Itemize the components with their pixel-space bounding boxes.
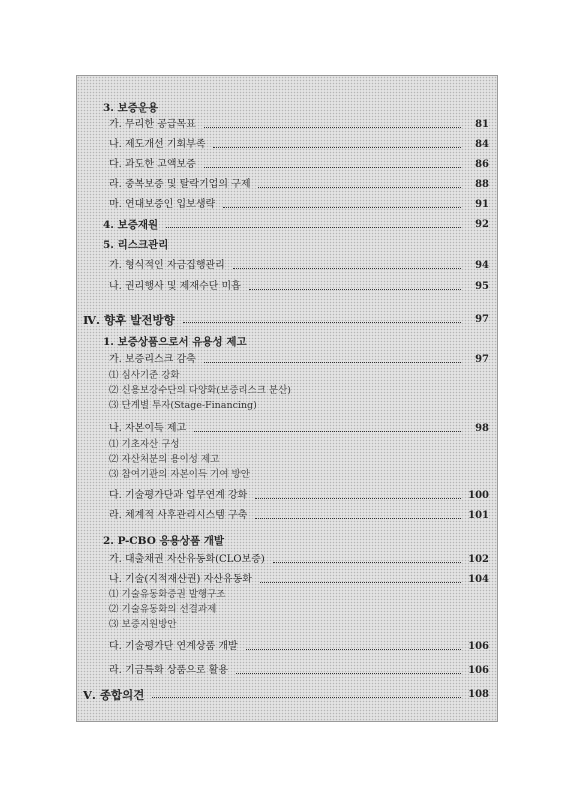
- toc-page-number: 88: [475, 179, 489, 190]
- toc-subentry-label: ⑵ 자산처분의 용이성 제고: [109, 454, 220, 465]
- toc-subentry: [77, 399, 497, 413]
- toc-subentry: [77, 468, 497, 482]
- table-of-contents: [77, 76, 497, 721]
- toc-entry-label: 나. 기술(지적재산권) 자산유동화: [109, 574, 252, 585]
- toc-entry-label: 가. 대출채권 자산유동화(CLO보증): [109, 554, 265, 565]
- toc-subentry: [77, 603, 497, 617]
- dot-leader: [204, 167, 461, 168]
- toc-subentry-label: ⑴ 심사기준 강화: [109, 370, 180, 381]
- toc-page-number: 84: [475, 139, 489, 150]
- toc-section-title: 1. 보증상품으로서 유용성 제고: [103, 336, 247, 348]
- toc-entry-label: 라. 기금특화 상품으로 활용: [109, 665, 228, 676]
- toc-entry[interactable]: [77, 137, 497, 153]
- toc-entry[interactable]: [77, 639, 497, 655]
- toc-entry[interactable]: [77, 258, 497, 274]
- toc-section-title: 2. P-CBO 응용상품 개발: [103, 535, 225, 547]
- toc-entry[interactable]: [77, 572, 497, 588]
- toc-page-number: 97: [475, 354, 489, 365]
- toc-chapter-label: Ⅴ. 종합의견: [83, 688, 145, 702]
- toc-subentry-label: ⑵ 신용보강수단의 다양화(보증리스크 분산): [109, 385, 291, 396]
- toc-entry[interactable]: [77, 663, 497, 679]
- toc-entry[interactable]: [77, 421, 497, 437]
- toc-entry[interactable]: [77, 352, 497, 368]
- toc-entry-label: 나. 권리행사 및 제재수단 미흡: [109, 281, 241, 292]
- toc-entry[interactable]: [77, 217, 497, 233]
- toc-subentry: [77, 369, 497, 383]
- toc-page-number: 81: [475, 119, 489, 130]
- dot-leader: [204, 127, 461, 128]
- toc-entry-label: 나. 자본이득 제고: [109, 423, 187, 434]
- toc-section-heading: [77, 334, 497, 350]
- toc-frame: [76, 75, 498, 722]
- toc-entry-label: 가. 형식적인 자금집행관리: [109, 260, 225, 271]
- toc-page-number: 94: [475, 260, 489, 271]
- dot-leader: [258, 187, 461, 188]
- toc-page-number: 106: [468, 641, 489, 652]
- dot-leader: [213, 147, 461, 148]
- toc-page-number: 102: [468, 554, 489, 565]
- toc-entry[interactable]: [77, 197, 497, 213]
- toc-entry-label: 다. 기술평가단과 업무연계 강화: [109, 490, 248, 501]
- toc-entry[interactable]: [77, 279, 497, 295]
- toc-entry-label: 라. 중복보증 및 탈락기업의 구제: [109, 179, 251, 190]
- toc-page-number: 98: [475, 423, 489, 434]
- toc-section-heading: [77, 100, 497, 116]
- toc-section-heading: [77, 533, 497, 549]
- dot-leader: [255, 498, 461, 499]
- dot-leader: [166, 227, 461, 228]
- toc-chapter-label: Ⅳ. 향후 발전방향: [83, 313, 175, 327]
- toc-entry-label: 다. 기술평가단 연계상품 개발: [109, 641, 238, 652]
- toc-page-number: 91: [475, 199, 489, 210]
- toc-entry[interactable]: [77, 488, 497, 504]
- toc-entry-label: 4. 보증재원: [103, 219, 159, 231]
- toc-entry[interactable]: [77, 117, 497, 133]
- toc-subentry-label: ⑴ 기초자산 구성: [109, 439, 180, 450]
- toc-chapter-entry[interactable]: [77, 687, 497, 703]
- dot-leader: [273, 562, 461, 563]
- toc-entry[interactable]: [77, 552, 497, 568]
- toc-subentry: [77, 588, 497, 602]
- dot-leader: [204, 362, 461, 363]
- toc-entry[interactable]: [77, 508, 497, 524]
- toc-page-number: 97: [475, 314, 489, 325]
- toc-section-title: 3. 보증운용: [103, 102, 159, 114]
- toc-page-number: 104: [468, 574, 489, 585]
- dot-leader: [233, 268, 461, 269]
- toc-page-number: 108: [468, 689, 489, 700]
- dot-leader: [260, 582, 461, 583]
- dot-leader: [194, 431, 461, 432]
- toc-subentry-label: ⑶ 보증지원방안: [109, 619, 177, 630]
- dot-leader: [223, 207, 461, 208]
- toc-entry-label: 다. 과도한 고액보증: [109, 159, 196, 170]
- toc-section-heading: [77, 237, 497, 253]
- toc-subentry: [77, 618, 497, 632]
- toc-page-number: 86: [475, 159, 489, 170]
- toc-subentry-label: ⑶ 단계별 투자(Stage-Financing): [109, 400, 257, 411]
- toc-page-number: 92: [475, 219, 489, 230]
- dot-leader: [255, 518, 461, 519]
- toc-subentry: [77, 438, 497, 452]
- dot-leader: [246, 649, 461, 650]
- toc-entry-label: 가. 보증리스크 감축: [109, 354, 196, 365]
- toc-page-number: 100: [468, 490, 489, 501]
- toc-entry-label: 마. 연대보증인 입보생략: [109, 199, 216, 210]
- toc-page-number: 95: [475, 281, 489, 292]
- toc-subentry: [77, 453, 497, 467]
- toc-page-number: 101: [468, 510, 489, 521]
- dot-leader: [249, 289, 461, 290]
- toc-subentry-label: ⑵ 기술유동화의 선결과제: [109, 604, 217, 615]
- toc-entry-label: 가. 무리한 공급목표: [109, 119, 196, 130]
- toc-entry[interactable]: [77, 177, 497, 193]
- toc-subentry: [77, 384, 497, 398]
- toc-entry[interactable]: [77, 157, 497, 173]
- toc-subentry-label: ⑴ 기술유동화증권 발행구조: [109, 589, 226, 600]
- toc-section-title: 5. 리스크관리: [103, 239, 169, 251]
- toc-chapter-entry[interactable]: [77, 312, 497, 328]
- dot-leader: [152, 697, 461, 698]
- dot-leader: [236, 673, 461, 674]
- toc-page-number: 106: [468, 665, 489, 676]
- toc-subentry-label: ⑶ 참여기관의 자본이득 기여 방안: [109, 469, 250, 480]
- dot-leader: [183, 322, 461, 323]
- toc-entry-label: 라. 체계적 사후관리시스템 구축: [109, 510, 248, 521]
- toc-entry-label: 나. 제도개선 기회부족: [109, 139, 206, 150]
